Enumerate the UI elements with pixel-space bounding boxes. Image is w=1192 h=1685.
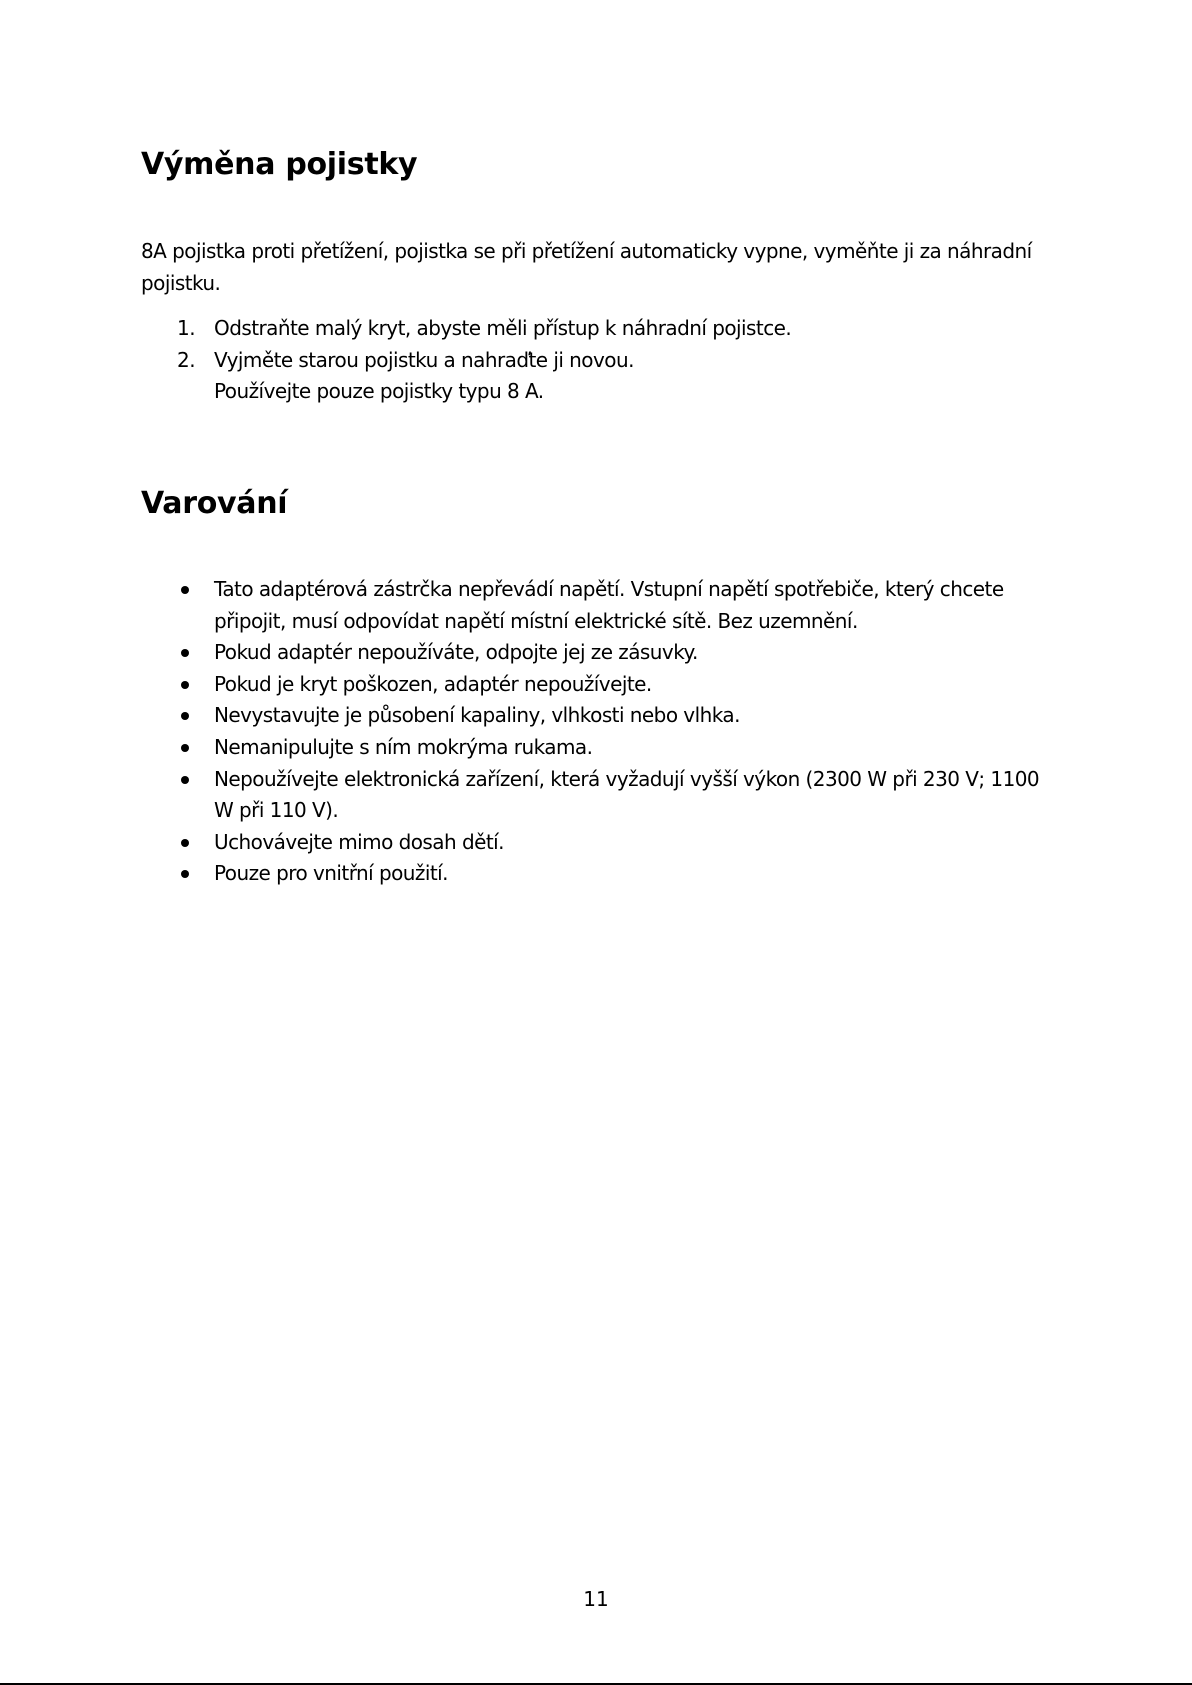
warning-text: Pouze pro vnitřní použití. (214, 861, 448, 886)
step-text: Odstraňte malý kryt, abyste měli přístup k náhradní pojistce. (214, 316, 792, 340)
warning-text: Nevystavujte je působení kapaliny, vlhkosti nebo vlhka. (214, 703, 740, 728)
list-item (141, 637, 1061, 669)
list-item (141, 700, 1061, 732)
list-item (141, 669, 1061, 701)
list-item (141, 827, 1061, 859)
fuse-steps-list (141, 313, 1061, 408)
list-item (141, 313, 1061, 345)
list-item (141, 732, 1061, 764)
list-item (141, 574, 1061, 637)
bullet-icon (181, 839, 189, 847)
warnings-list (141, 574, 1061, 890)
fuse-intro-paragraph: 8A pojistka proti přetížení, pojistka se při přetížení automaticky vypne, vyměňte ji za náhradní pojistku. (141, 239, 1032, 295)
step-note: Používejte pouze pojistky typu 8 A. (214, 379, 544, 404)
section-heading-warning: Varování (141, 486, 288, 521)
step-number: 2. (177, 347, 195, 372)
list-item (141, 345, 1061, 408)
bullet-icon (181, 744, 189, 752)
step-number: 1. (177, 316, 195, 340)
list-item (141, 764, 1061, 827)
list-item (141, 858, 1061, 890)
page-number: 11 (583, 1587, 609, 1611)
warning-text: Tato adaptérová zástrčka nepřevádí napětí. Vstupní napětí spotřebiče, který chcete připojit, musí odpovídat napětí místní elektrické sítě. Bez uzemnění. (214, 577, 1004, 633)
bullet-icon (181, 586, 189, 594)
bullet-icon (181, 870, 189, 878)
warning-text: Pokud adaptér nepoužíváte, odpojte jej ze zásuvky. (214, 640, 698, 665)
bullet-icon (181, 712, 189, 720)
warning-text: Nepoužívejte elektronická zařízení, která vyžadují vyšší výkon (2300 W při 230 V; 1100 W při 110 V). (214, 766, 1040, 823)
section-heading-fuse: Výměna pojistky (141, 147, 418, 182)
warning-text: Uchovávejte mimo dosah dětí. (214, 829, 504, 854)
bullet-icon (181, 776, 189, 784)
step-text: Vyjměte starou pojistku a nahraďte ji novou. (214, 347, 634, 372)
bullet-icon (181, 681, 189, 689)
bullet-icon (181, 649, 189, 657)
warning-text: Pokud je kryt poškozen, adaptér nepoužívejte. (214, 671, 652, 696)
warning-text: Nemanipulujte s ním mokrýma rukama. (214, 734, 593, 759)
